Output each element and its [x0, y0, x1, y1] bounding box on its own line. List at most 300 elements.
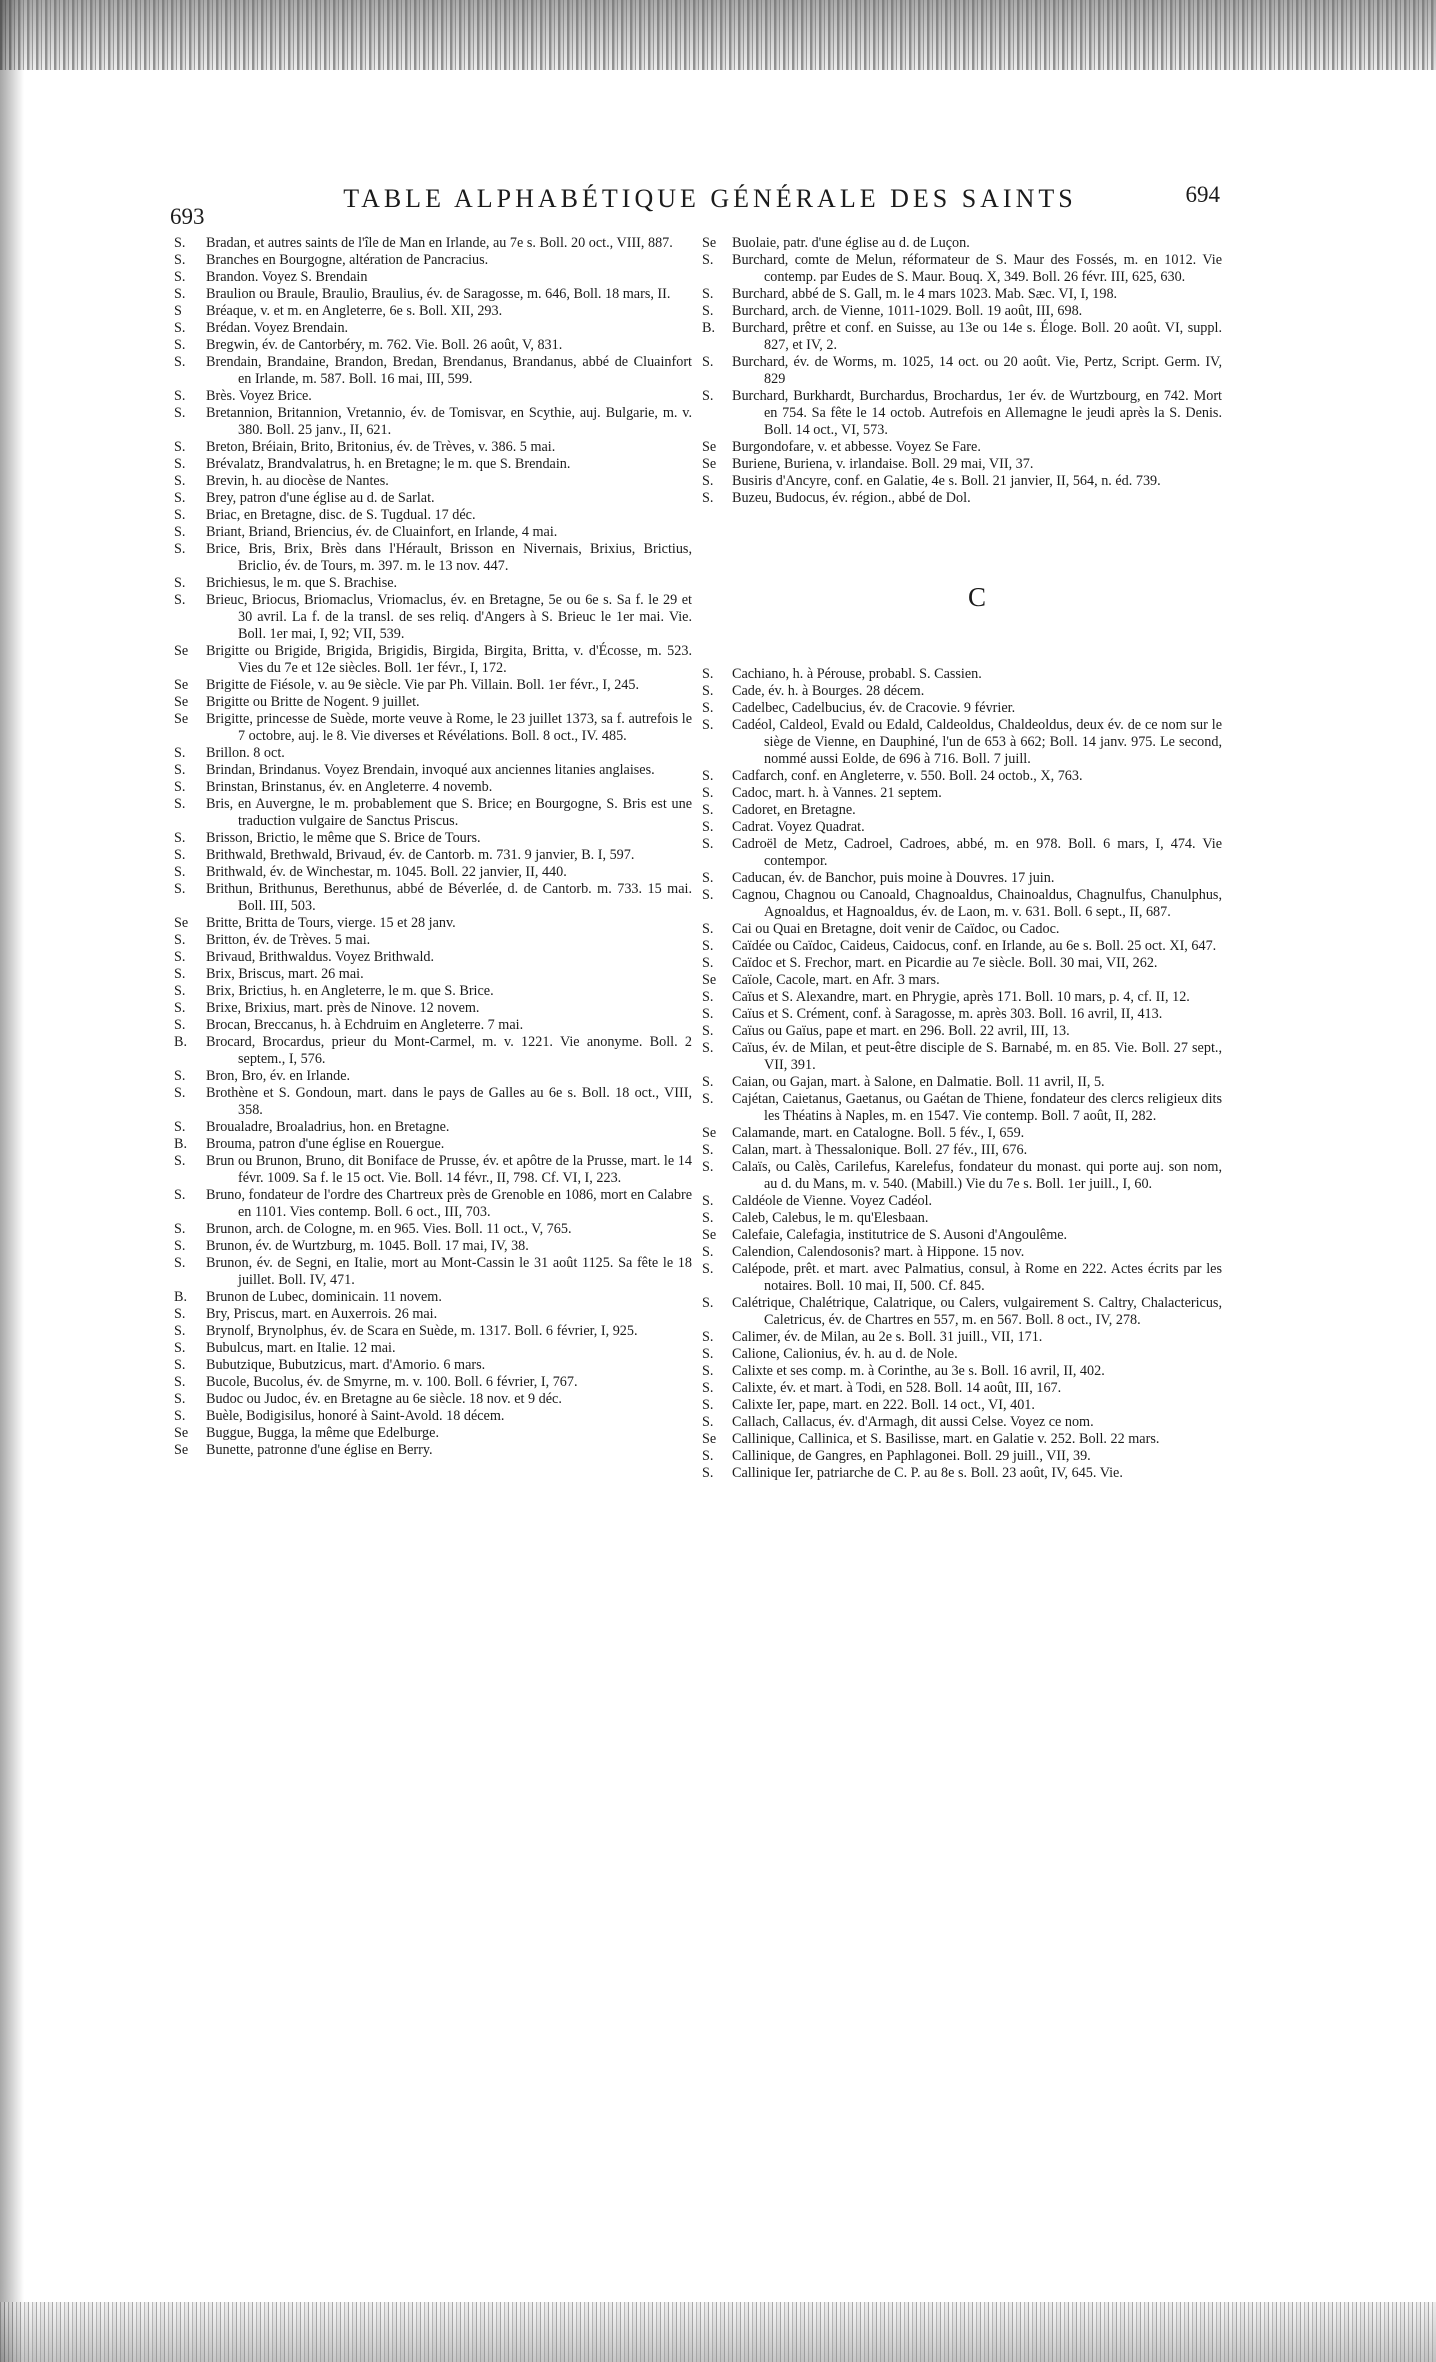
entry-text: Bris, en Auvergne, le m. probablement que S. Brice; en Bourgogne, S. Bris est une traduction vulgaire de Sanctus Priscus. — [206, 796, 692, 829]
index-entry — [172, 1408, 692, 1425]
entry-text: Brithwald, év. de Winchestar, m. 1045. Boll. 22 janvier, II, 440. — [206, 864, 567, 880]
saint-prefix: S. — [174, 983, 186, 999]
index-entry — [172, 864, 692, 881]
left-column — [172, 235, 692, 1459]
entry-text: Brothène et S. Gondoun, mart. dans le pays de Galles au 6e s. Boll. 18 oct., VIII, 358. — [206, 1085, 692, 1118]
index-entry — [172, 1289, 692, 1306]
entry-text: Broualadre, Broaladrius, hon. en Bretagne. — [206, 1119, 450, 1135]
index-entry — [172, 1374, 692, 1391]
entry-text: Bubutzique, Bubutzicus, mart. d'Amorio. 6 mars. — [206, 1357, 486, 1373]
index-entry — [172, 1034, 692, 1068]
index-entry — [702, 887, 1222, 921]
index-entry — [172, 1153, 692, 1187]
entry-text: Brocard, Brocardus, prieur du Mont-Carmel, m. v. 1221. Vie anonyme. Boll. 2 septem., I, 576. — [206, 1034, 692, 1067]
index-entry — [172, 847, 692, 864]
saint-prefix: S. — [174, 1374, 186, 1390]
entry-text: Burchard, Burkhardt, Burchardus, Brochardus, 1er év. de Wurtzbourg, en 742. Mort en 754. Sa fête le 14 octob. Autrefois en Allemagne le jeudi après la S. Denis. Boll. 14 oct., VI, 573. — [732, 388, 1222, 438]
entry-text: Brendain, Brandaine, Brandon, Bredan, Brendanus, Brandanus, abbé de Cluainfort en Irlande, m. 587. Boll. 16 mai, III, 599. — [206, 354, 692, 387]
index-entry — [172, 830, 692, 847]
index-entry — [702, 439, 1222, 456]
saint-prefix: Se — [174, 643, 189, 659]
entry-text: Bry, Priscus, mart. en Auxerrois. 26 mai. — [206, 1306, 438, 1322]
index-entry — [702, 1006, 1222, 1023]
entry-text: Brédan. Voyez Brendain. — [206, 320, 349, 336]
entry-text: Brigitte ou Britte de Nogent. 9 juillet. — [206, 694, 420, 710]
index-entry — [172, 1187, 692, 1221]
index-entry — [702, 1193, 1222, 1210]
saint-prefix: S — [174, 303, 182, 319]
index-entry — [702, 320, 1222, 354]
entry-text: Calixte Ier, pape, mart. en 222. Boll. 14 oct., VI, 401. — [732, 1397, 1035, 1413]
index-entry — [172, 286, 692, 303]
entry-text: Cachiano, h. à Pérouse, probabl. S. Cassien. — [732, 666, 982, 682]
saint-prefix: S. — [702, 768, 714, 784]
entry-text: Calaïs, ou Calès, Carilefus, Karelefus, fondateur du monast. qui porte auj. son nom, au d. du Mans, m. v. 540. (Mabill.) Vie du 7e s. Boll. 1er juill., I, 60. — [732, 1159, 1222, 1192]
saint-prefix: S. — [174, 320, 186, 336]
entry-text: Cadfarch, conf. en Angleterre, v. 550. Boll. 24 octob., X, 763. — [732, 768, 1083, 784]
scan-border-top — [0, 0, 1436, 70]
index-entry — [172, 405, 692, 439]
saint-prefix: S. — [174, 541, 186, 557]
saint-prefix: S. — [702, 666, 714, 682]
saint-prefix: S. — [174, 490, 186, 506]
index-entry — [702, 921, 1222, 938]
index-entry — [172, 796, 692, 830]
saint-prefix: B. — [174, 1034, 188, 1050]
saint-prefix: S. — [174, 1119, 186, 1135]
saint-prefix: S. — [702, 1159, 714, 1175]
entry-text: Brouma, patron d'une église en Rouergue. — [206, 1136, 445, 1152]
scan-border-left — [0, 0, 24, 2362]
index-entry — [172, 490, 692, 507]
index-entry — [172, 1136, 692, 1153]
index-entry — [702, 1363, 1222, 1380]
entry-text: Caïus ou Gaïus, pape et mart. en 296. Boll. 22 avril, III, 13. — [732, 1023, 1070, 1039]
index-entry — [702, 1448, 1222, 1465]
index-entry — [702, 1465, 1222, 1482]
entry-text: Brithun, Brithunus, Berethunus, abbé de Béverlée, d. de Cantorb. m. 733. 15 mai. Boll. III, 503. — [206, 881, 692, 914]
entry-text: Brévalatz, Brandvalatrus, h. en Bretagne; le m. que S. Brendain. — [206, 456, 571, 472]
saint-prefix: Se — [174, 1442, 189, 1458]
index-entry — [172, 643, 692, 677]
index-entry — [172, 1119, 692, 1136]
saint-prefix: S. — [702, 1448, 714, 1464]
saint-prefix: S. — [174, 762, 186, 778]
entry-text: Burgondofare, v. et abbesse. Voyez Se Fare. — [732, 439, 981, 455]
entry-text: Caïdoc et S. Frechor, mart. en Picardie au 7e siècle. Boll. 30 mai, VII, 262. — [732, 955, 1158, 971]
saint-prefix: Se — [702, 1227, 717, 1243]
entry-text: Brigitte ou Brigide, Brigida, Brigidis, Birgida, Birgita, Britta, v. d'Écosse, m. 523. Vies du 7e et 12e siècles. Boll. 1er févr., I, 172. — [206, 643, 692, 676]
index-entry — [702, 473, 1222, 490]
saint-prefix: S. — [174, 881, 186, 897]
index-entry — [702, 666, 1222, 683]
saint-prefix: S. — [702, 955, 714, 971]
saint-prefix: S. — [174, 1017, 186, 1033]
entry-text: Bretannion, Britannion, Vretannio, év. de Tomisvar, en Scythie, auj. Bulgarie, m. v. 380. Boll. 25 janv., II, 621. — [206, 405, 692, 438]
entry-text: Brichiesus, le m. que S. Brachise. — [206, 575, 398, 591]
entry-text: Caïus, év. de Milan, et peut-être disciple de S. Barnabé, m. en 85. Vie. Boll. 27 sept., VII, 391. — [732, 1040, 1222, 1073]
saint-prefix: S. — [702, 1091, 714, 1107]
index-entry — [172, 1442, 692, 1459]
entry-text: Brun ou Brunon, Bruno, dit Boniface de Prusse, év. et apôtre de la Prusse, mart. le 14 févr. 1009. Sa f. le 15 oct. Vie. Boll. 14 févr., II, 798. Cf. VI, I, 223. — [206, 1153, 692, 1186]
saint-prefix: S. — [702, 1414, 714, 1430]
saint-prefix: S. — [174, 745, 186, 761]
entry-text: Brivaud, Brithwaldus. Voyez Brithwald. — [206, 949, 435, 965]
index-entry — [172, 762, 692, 779]
saint-prefix: S. — [174, 796, 186, 812]
index-entry — [702, 1431, 1222, 1448]
entry-text: Brix, Brictius, h. en Angleterre, le m. que S. Brice. — [206, 983, 494, 999]
entry-text: Bréaque, v. et m. en Angleterre, 6e s. Boll. XII, 293. — [206, 303, 503, 319]
index-entry — [702, 1261, 1222, 1295]
index-entry — [172, 1425, 692, 1442]
entry-text: Caïole, Cacole, mart. en Afr. 3 mars. — [732, 972, 940, 988]
saint-prefix: S. — [174, 1340, 186, 1356]
entry-text: Cadelbec, Cadelbucius, év. de Cracovie. 9 février. — [732, 700, 1016, 716]
entry-text: Braulion ou Braule, Braulio, Braulius, év. de Saragosse, m. 646, Boll. 18 mars, II. — [206, 286, 671, 302]
index-entry — [172, 456, 692, 473]
index-entry — [702, 1142, 1222, 1159]
index-entry — [172, 779, 692, 796]
entry-text: Brix, Briscus, mart. 26 mai. — [206, 966, 364, 982]
index-entry — [702, 1414, 1222, 1431]
index-entry — [172, 1357, 692, 1374]
entry-text: Bucole, Bucolus, év. de Smyrne, m. v. 100. Boll. 6 février, I, 767. — [206, 1374, 578, 1390]
index-entry — [702, 235, 1222, 252]
entry-text: Brunon, év. de Wurtzburg, m. 1045. Boll. 17 mai, IV, 38. — [206, 1238, 529, 1254]
entry-text: Breton, Bréiain, Brito, Britonius, év. de Trèves, v. 386. 5 mai. — [206, 439, 556, 455]
saint-prefix: S. — [702, 1193, 714, 1209]
index-entry — [702, 456, 1222, 473]
entry-text: Buggue, Bugga, la même que Edelburge. — [206, 1425, 439, 1441]
entry-text: Buolaie, patr. d'une église au d. de Luçon. — [732, 235, 970, 251]
index-entry — [172, 932, 692, 949]
saint-prefix: Se — [174, 677, 189, 693]
entry-text: Brey, patron d'une église au d. de Sarlat. — [206, 490, 435, 506]
entry-text: Brès. Voyez Brice. — [206, 388, 312, 404]
saint-prefix: S. — [174, 286, 186, 302]
saint-prefix: S. — [174, 354, 186, 370]
saint-prefix: B. — [174, 1289, 188, 1305]
saint-prefix: S. — [174, 1068, 186, 1084]
index-entry — [702, 819, 1222, 836]
index-entry — [172, 1323, 692, 1340]
entry-text: Bunette, patronne d'une église en Berry. — [206, 1442, 433, 1458]
saint-prefix: S. — [702, 1380, 714, 1396]
saint-prefix: S. — [174, 949, 186, 965]
saint-prefix: S. — [174, 847, 186, 863]
entry-text: Calétrique, Chalétrique, Calatrique, ou Calers, vulgairement S. Caltry, Chalactericus, Caletricus, év. de Chartres en 557, m. en 567. Boll. 8 oct., IV, 278. — [732, 1295, 1222, 1328]
entry-text: Callinique, de Gangres, en Paphlagonei. Boll. 29 juill., VII, 39. — [732, 1448, 1091, 1464]
saint-prefix: S. — [174, 1306, 186, 1322]
section-letter: C — [967, 582, 986, 612]
entry-text: Caïus et S. Crément, conf. à Saragosse, m. après 303. Boll. 16 avril, II, 413. — [732, 1006, 1163, 1022]
section-b-continued — [702, 235, 1222, 507]
index-entry — [172, 915, 692, 932]
index-entry — [702, 1397, 1222, 1414]
index-entry — [702, 768, 1222, 785]
entry-text: Caleb, Calebus, le m. qu'Elesbaan. — [732, 1210, 929, 1226]
entry-text: Brieuc, Briocus, Briomaclus, Vriomaclus, év. en Bretagne, 5e ou 6e s. Sa f. le 29 et 30 avril. La f. de la transl. de ses reliq. d'Angers à S. Brieuc le 1er mai. Vie. Boll. 1er mai, I, 92; VII, 539. — [206, 592, 692, 642]
entry-text: Brigitte, princesse de Suède, morte veuve à Rome, le 23 juillet 1373, sa f. autrefois le 7 octobre, auj. le 8. Vie diverses et Révélations. Boll. 8 oct., IV. 485. — [206, 711, 692, 744]
entry-text: Burchard, arch. de Vienne, 1011-1029. Boll. 19 août, III, 698. — [732, 303, 1083, 319]
entry-text: Bron, Bro, év. en Irlande. — [206, 1068, 351, 1084]
entry-text: Budoc ou Judoc, év. en Bretagne au 6e siècle. 18 nov. et 9 déc. — [206, 1391, 562, 1407]
index-entry — [172, 592, 692, 643]
entry-text: Brunon, év. de Segni, en Italie, mort au Mont-Cassin le 31 août 1125. Sa fête le 18 juillet. Boll. IV, 471. — [206, 1255, 692, 1288]
saint-prefix: S. — [702, 836, 714, 852]
index-entry — [702, 700, 1222, 717]
index-entry — [172, 439, 692, 456]
entry-text: Burchard, prêtre et conf. en Suisse, au 13e ou 14e s. Éloge. Boll. 20 août. VI, suppl. 827, et IV, 2. — [732, 320, 1222, 353]
saint-prefix: S. — [174, 235, 186, 251]
entry-text: Brigitte de Fiésole, v. au 9e siècle. Vie par Ph. Villain. Boll. 1er févr., I, 245. — [206, 677, 640, 693]
saint-prefix: S. — [702, 938, 714, 954]
index-entry — [702, 972, 1222, 989]
index-entry — [172, 354, 692, 388]
index-entry — [172, 1255, 692, 1289]
saint-prefix: S. — [702, 473, 714, 489]
saint-prefix: B. — [702, 320, 716, 336]
index-entry — [702, 1295, 1222, 1329]
saint-prefix: S. — [174, 1153, 186, 1169]
saint-prefix: S. — [702, 1465, 714, 1481]
index-entry — [702, 1040, 1222, 1074]
index-entry — [172, 303, 692, 320]
saint-prefix: S. — [174, 388, 186, 404]
saint-prefix: S. — [174, 507, 186, 523]
saint-prefix: S. — [174, 1391, 186, 1407]
entry-text: Caïdée ou Caïdoc, Caideus, Caidocus, conf. en Irlande, au 6e s. Boll. 25 oct. XI, 647. — [732, 938, 1217, 954]
entry-text: Cai ou Quai en Bretagne, doit venir de Caïdoc, ou Cadoc. — [732, 921, 1060, 937]
saint-prefix: S. — [702, 1346, 714, 1362]
index-entry — [172, 881, 692, 915]
index-entry — [702, 388, 1222, 439]
index-entry — [702, 303, 1222, 320]
entry-text: Bregwin, év. de Cantorbéry, m. 762. Vie. Boll. 26 août, V, 831. — [206, 337, 563, 353]
saint-prefix: S. — [702, 717, 714, 733]
scan-border-bottom — [0, 2302, 1436, 2362]
saint-prefix: S. — [174, 1238, 186, 1254]
saint-prefix: Se — [174, 915, 189, 931]
index-entry — [172, 677, 692, 694]
saint-prefix: S. — [702, 887, 714, 903]
index-entry — [702, 938, 1222, 955]
saint-prefix: S. — [174, 252, 186, 268]
index-entry — [702, 1074, 1222, 1091]
saint-prefix: S. — [702, 1023, 714, 1039]
page-header — [170, 182, 1220, 229]
entry-text: Britton, év. de Trèves. 5 mai. — [206, 932, 371, 948]
index-entry — [172, 1017, 692, 1034]
saint-prefix: S. — [702, 1329, 714, 1345]
index-entry — [172, 1000, 692, 1017]
page-number-right: 694 — [1185, 182, 1220, 207]
saint-prefix: S. — [702, 1295, 714, 1311]
entry-text: Britte, Britta de Tours, vierge. 15 et 28 janv. — [206, 915, 456, 931]
index-entry — [702, 1159, 1222, 1193]
index-entry — [702, 1023, 1222, 1040]
saint-prefix: S. — [702, 989, 714, 1005]
entry-text: Burchard, abbé de S. Gall, m. le 4 mars 1023. Mab. Sæc. VI, I, 198. — [732, 286, 1118, 302]
saint-prefix: S. — [174, 966, 186, 982]
index-entry — [172, 745, 692, 762]
index-entry — [702, 785, 1222, 802]
saint-prefix: Se — [174, 711, 189, 727]
index-entry — [172, 1221, 692, 1238]
entry-text: Burchard, év. de Worms, m. 1025, 14 oct. ou 20 août. Vie, Pertz, Script. Germ. IV, 829 — [732, 354, 1222, 387]
entry-text: Caian, ou Gajan, mart. à Salone, en Dalmatie. Boll. 11 avril, II, 5. — [732, 1074, 1105, 1090]
entry-text: Buèle, Bodigisilus, honoré à Saint-Avold. 18 décem. — [206, 1408, 505, 1424]
index-entry — [172, 694, 692, 711]
index-entry — [172, 983, 692, 1000]
index-entry — [172, 235, 692, 252]
entry-text: Cadrat. Voyez Quadrat. — [732, 819, 865, 835]
entry-text: Cadoc, mart. h. à Vannes. 21 septem. — [732, 785, 942, 801]
entry-text: Callinique Ier, patriarche de C. P. au 8e s. Boll. 23 août, IV, 645. Vie. — [732, 1465, 1123, 1481]
index-entry — [172, 575, 692, 592]
saint-prefix: S. — [702, 1363, 714, 1379]
index-entry — [172, 269, 692, 286]
saint-prefix: S. — [702, 1210, 714, 1226]
index-entry — [172, 1238, 692, 1255]
index-entry — [172, 337, 692, 354]
saint-prefix: S. — [702, 700, 714, 716]
saint-prefix: S. — [702, 870, 714, 886]
index-entry — [172, 711, 692, 745]
saint-prefix: S. — [702, 1244, 714, 1260]
saint-prefix: Se — [174, 1425, 189, 1441]
entry-text: Calépode, prêt. et mart. avec Palmatius, consul, à Rome en 222. Actes écrits par les notaires. Boll. 10 mai, II, 500. Cf. 845. — [732, 1261, 1222, 1294]
index-entry — [702, 1244, 1222, 1261]
entry-text: Calefaie, Calefagia, institutrice de S. Ausoni d'Angoulême. — [732, 1227, 1068, 1243]
saint-prefix: S. — [174, 269, 186, 285]
index-entry — [172, 473, 692, 490]
saint-prefix: S. — [174, 864, 186, 880]
entry-text: Bubulcus, mart. en Italie. 12 mai. — [206, 1340, 396, 1356]
entry-text: Callinique, Callinica, et S. Basilisse, mart. en Galatie v. 252. Boll. 22 mars. — [732, 1431, 1160, 1447]
entry-text: Brice, Bris, Brix, Brès dans l'Hérault, Brisson en Nivernais, Brixius, Brictius, Briclio, év. de Tours, m. 397. m. le 13 nov. 447. — [206, 541, 692, 574]
entry-text: Brisson, Brictio, le même que S. Brice de Tours. — [206, 830, 481, 846]
entry-text: Cajétan, Caietanus, Gaetanus, ou Gaétan de Thiene, fondateur des clercs religieux dits les Théatins à Naples, m. en 1547. Vie contemp. Boll. 7 août, II, 282. — [732, 1091, 1222, 1124]
saint-prefix: S. — [702, 354, 714, 370]
entry-text: Busiris d'Ancyre, conf. en Galatie, 4e s. Boll. 21 janvier, II, 564, n. éd. 739. — [732, 473, 1161, 489]
entry-text: Calixte, év. et mart. à Todi, en 528. Boll. 14 août, III, 167. — [732, 1380, 1062, 1396]
entry-text: Calan, mart. à Thessalonique. Boll. 27 fév., III, 676. — [732, 1142, 1028, 1158]
index-entry — [172, 252, 692, 269]
index-entry — [172, 524, 692, 541]
index-entry — [702, 1329, 1222, 1346]
saint-prefix: S. — [174, 1221, 186, 1237]
entry-text: Buzeu, Budocus, év. région., abbé de Dol. — [732, 490, 971, 506]
entry-text: Bradan, et autres saints de l'île de Man en Irlande, au 7e s. Boll. 20 oct., VIII, 887. — [206, 235, 673, 251]
saint-prefix: S. — [702, 1142, 714, 1158]
running-title: TABLE ALPHABÉTIQUE GÉNÉRALE DES SAINTS — [343, 184, 1077, 213]
index-entry — [702, 1227, 1222, 1244]
entry-text: Brocan, Breccanus, h. à Echdruim en Angleterre. 7 mai. — [206, 1017, 524, 1033]
index-entry — [702, 989, 1222, 1006]
index-entry — [702, 286, 1222, 303]
index-entry — [172, 1391, 692, 1408]
saint-prefix: S. — [174, 1187, 186, 1203]
saint-prefix: S. — [702, 802, 714, 818]
saint-prefix: S. — [174, 779, 186, 795]
index-entry — [172, 388, 692, 405]
entry-text: Cadroël de Metz, Cadroel, Cadroes, abbé, m. en 978. Boll. 6 mars, I, 474. Vie contempor. — [732, 836, 1222, 869]
index-entry — [702, 490, 1222, 507]
index-entry — [172, 1068, 692, 1085]
entry-text: Cagnou, Chagnou ou Canoald, Chagnoaldus, Chainoaldus, Chagnulfus, Chanulphus, Agnoaldus, et Hagnoaldus, év. de Laon, m. v. 631. Boll. 6 sept., II, 687. — [732, 887, 1222, 920]
entry-text: Briant, Briand, Briencius, év. de Cluainfort, en Irlande, 4 mai. — [206, 524, 558, 540]
index-entry — [702, 1346, 1222, 1363]
index-entry — [702, 1091, 1222, 1125]
saint-prefix: Se — [174, 694, 189, 710]
saint-prefix: S. — [702, 1074, 714, 1090]
saint-prefix: Se — [702, 972, 717, 988]
saint-prefix: S. — [174, 473, 186, 489]
entry-text: Calamande, mart. en Catalogne. Boll. 5 fév., I, 659. — [732, 1125, 1025, 1141]
entry-text: Brithwald, Brethwald, Brivaud, év. de Cantorb. m. 731. 9 janvier, B. I, 597. — [206, 847, 635, 863]
saint-prefix: S. — [174, 524, 186, 540]
saint-prefix: S. — [702, 683, 714, 699]
entry-text: Brindan, Brindanus. Voyez Brendain, invoqué aux anciennes litanies anglaises. — [206, 762, 655, 778]
saint-prefix: S. — [702, 286, 714, 302]
saint-prefix: S. — [702, 921, 714, 937]
saint-prefix: Se — [702, 1431, 717, 1447]
index-entry — [702, 802, 1222, 819]
entry-text: Brevin, h. au diocèse de Nantes. — [206, 473, 389, 489]
right-column — [702, 235, 1222, 1482]
saint-prefix: S. — [174, 932, 186, 948]
saint-prefix: S. — [702, 388, 714, 404]
saint-prefix: Se — [702, 456, 717, 472]
entry-text: Calimer, év. de Milan, au 2e s. Boll. 31 juill., VII, 171. — [732, 1329, 1043, 1345]
index-entry — [702, 717, 1222, 768]
entry-text: Burchard, comte de Melun, réformateur de S. Maur des Fossés, m. en 1012. Vie contemp. par Eudes de S. Maur. Bouq. X, 349. Boll. 26 févr. III, 625, 630. — [732, 252, 1222, 285]
saint-prefix: S. — [702, 490, 714, 506]
entry-text: Brandon. Voyez S. Brendain — [206, 269, 368, 285]
saint-prefix: S. — [174, 575, 186, 591]
entry-text: Brunon de Lubec, dominicain. 11 novem. — [206, 1289, 442, 1305]
index-entry — [702, 683, 1222, 700]
entry-text: Branches en Bourgogne, altération de Pancracius. — [206, 252, 489, 268]
index-entry — [702, 1210, 1222, 1227]
saint-prefix: B. — [174, 1136, 188, 1152]
entry-text: Calixte et ses comp. m. à Corinthe, au 3e s. Boll. 16 avril, II, 402. — [732, 1363, 1105, 1379]
index-entry — [702, 836, 1222, 870]
entry-text: Callach, Callacus, év. d'Armagh, dit aussi Celse. Voyez ce nom. — [732, 1414, 1094, 1430]
saint-prefix: S. — [702, 1261, 714, 1277]
section-c — [702, 666, 1222, 1482]
entry-text: Cade, év. h. à Bourges. 28 décem. — [732, 683, 925, 699]
entry-text: Calendion, Calendosonis? mart. à Hippone. 15 nov. — [732, 1244, 1025, 1260]
index-entry — [172, 1306, 692, 1323]
saint-prefix: S. — [702, 1040, 714, 1056]
entry-text: Buriene, Buriena, v. irlandaise. Boll. 29 mai, VII, 37. — [732, 456, 1034, 472]
entry-text: Calione, Calionius, év. h. au d. de Nole. — [732, 1346, 958, 1362]
index-entry — [172, 966, 692, 983]
saint-prefix: S. — [174, 1408, 186, 1424]
saint-prefix: Se — [702, 439, 717, 455]
index-entry — [172, 949, 692, 966]
saint-prefix: Se — [702, 235, 717, 251]
entry-text: Cadoret, en Bretagne. — [732, 802, 856, 818]
index-entry — [172, 1340, 692, 1357]
index-entry — [172, 541, 692, 575]
saint-prefix: S. — [702, 1006, 714, 1022]
saint-prefix: S. — [174, 1255, 186, 1271]
saint-prefix: S. — [174, 1000, 186, 1016]
